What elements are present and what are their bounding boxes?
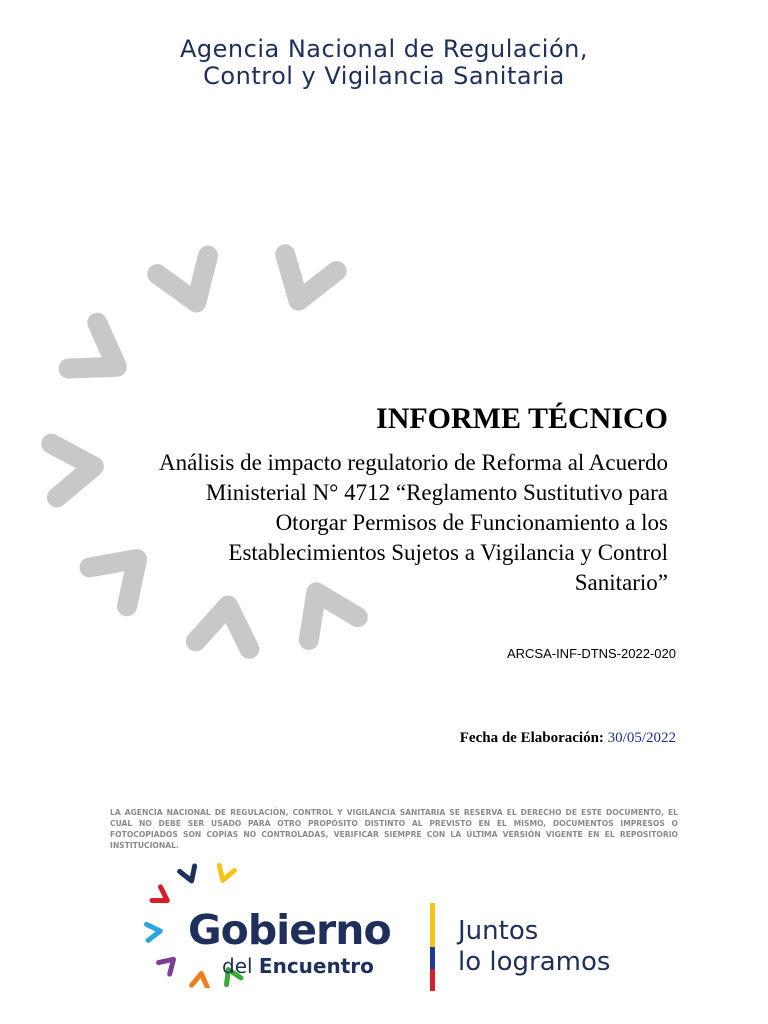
date-value: 30/05/2022 [607,730,676,746]
gov-subname [222,954,374,978]
slogan [458,916,610,978]
government-logo [140,858,640,998]
agency-name-line2: Control y Vigilancia Sanitaria [203,62,565,90]
date-label: Fecha de Elaboración: [459,730,604,746]
gov-sub-del: del [222,954,253,978]
agency-name-line1: Agencia Nacional de Regulación, [180,35,588,63]
document-subtitle: Análisis de impacto regulatorio de Reforma al Acuerdo Ministerial N° 4712 “Reglamento Sustitutivo para Otorgar Permisos de Funcionamiento a los Establecimientos Sujetos a Vigilancia y Control Sanitario” [158,450,668,595]
document-title: INFORME TÉCNICO [376,402,668,435]
slogan-line2: lo logramos [458,947,611,977]
slogan-line1: Juntos [458,916,539,946]
document-code: ARCSA-INF-DTNS-2022-020 [506,646,676,661]
flag-divider [430,903,435,991]
disclaimer-text: LA AGENCIA NACIONAL DE REGULACIÓN, CONTROL Y VIGILANCIA SANITARIA SE RESERVA EL DERECHO DE ESTE DOCUMENTO, EL CUAL NO DEBE SER USADO PARA OTRO PROPÓSITO DISTINTO AL PREVISTO EN EL MISMO, DOCUMENTOS IMPRESOS O FOTOCOPIADOS SON COPIAS NO CONTROLADAS, VERIFICAR SIEMPRE CON LA ÚLTIMA VERSIÓN VIGENTE EN EL REPOSITORIO INSTITUCIONAL. [110,808,678,850]
gov-sub-encuentro: Encuentro [258,954,374,978]
elaboration-date [460,730,676,747]
agency-name [0,36,768,90]
gov-name: Gobierno [188,906,391,954]
